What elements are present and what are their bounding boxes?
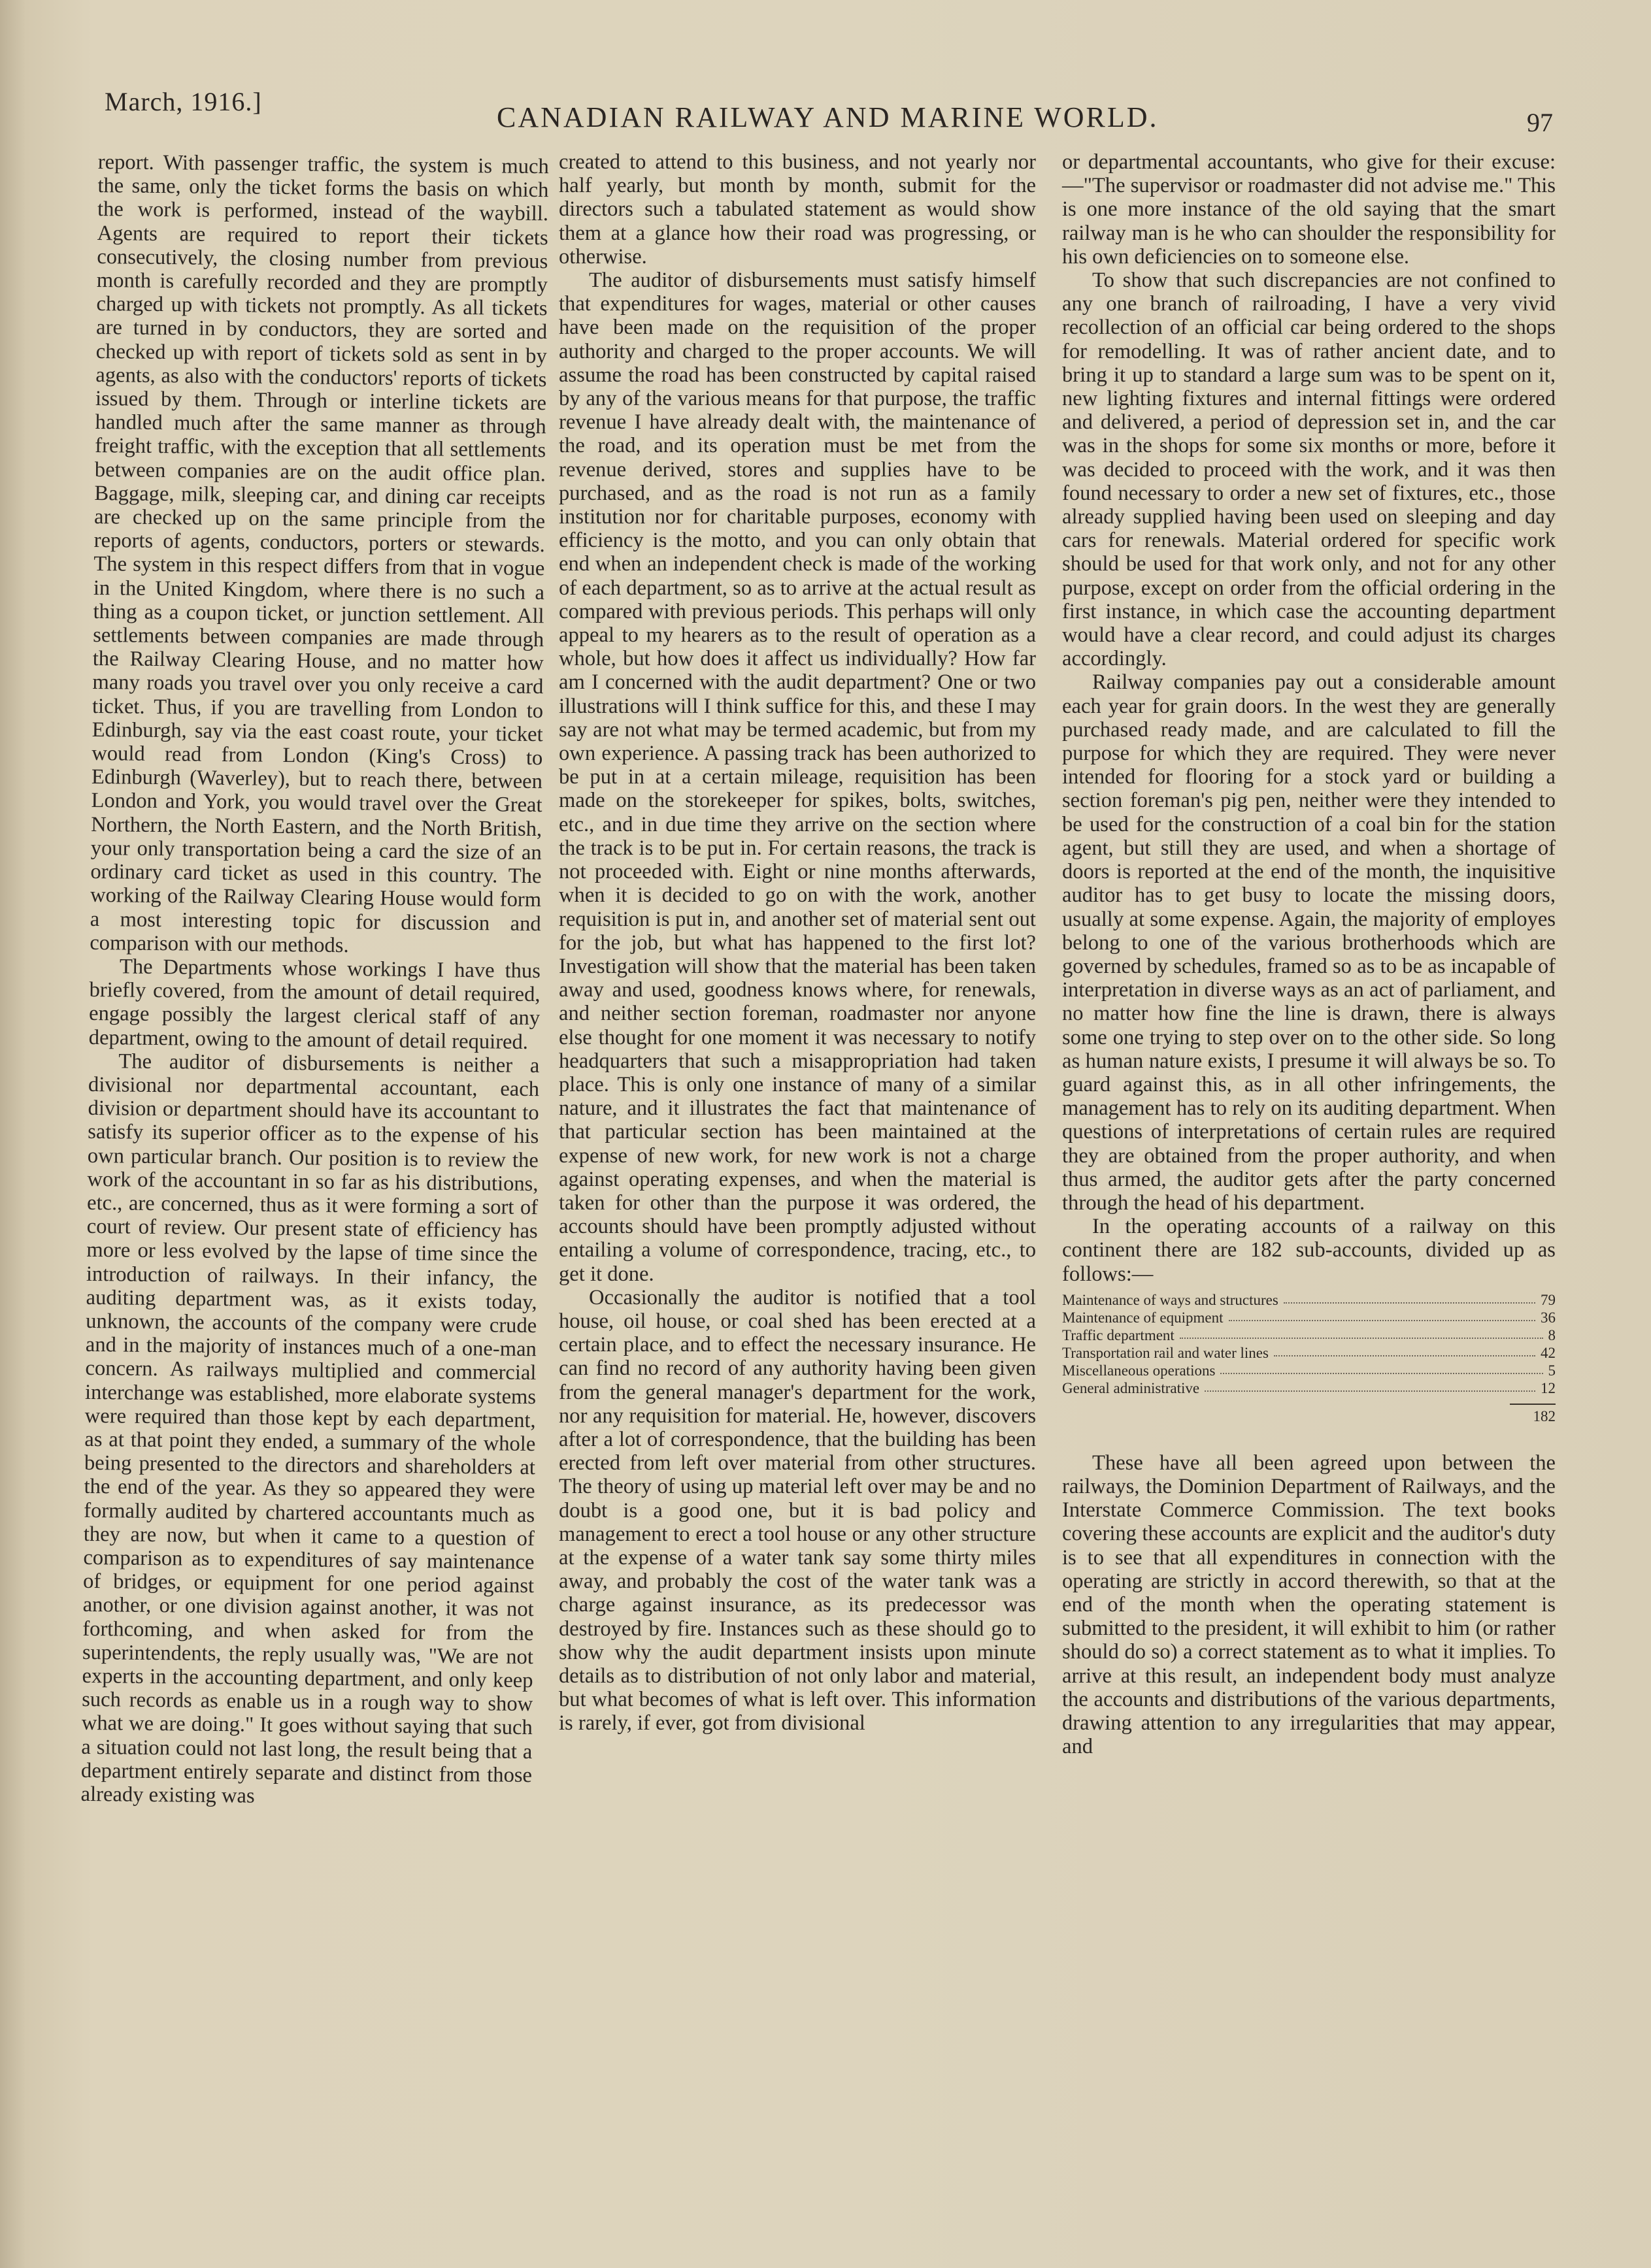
text-column-3	[1062, 150, 1556, 1758]
paragraph: or departmental accountants, who give for their excuse:—"The supervisor or roadmaster did not advise me." This is one more instance of the old saying that the smart railway man is he who can shoulder the responsibility for his own deficiencies on to someone else.	[1062, 150, 1556, 269]
accounts-table	[1062, 1291, 1556, 1425]
table-label: Transportation rail and water lines	[1062, 1344, 1269, 1361]
paragraph: In the operating accounts of a railway on this continent there are 182 sub-accounts, divided up as follows:—	[1062, 1215, 1556, 1286]
table-label: Traffic department	[1062, 1326, 1175, 1343]
text-column-1	[80, 150, 548, 1811]
table-value: 8	[1548, 1326, 1556, 1343]
table-value: 5	[1548, 1362, 1556, 1379]
table-value: 36	[1541, 1309, 1556, 1326]
table-row	[1062, 1344, 1556, 1362]
table-value: 79	[1541, 1291, 1556, 1308]
paragraph: created to attend to this business, and not yearly nor half yearly, but month by month, submit for the directors such a tabulated statement as would show them at a glance how their road was progressing, or otherwise.	[559, 150, 1036, 269]
text-column-2	[559, 150, 1036, 1735]
table-total: 182	[1533, 1407, 1556, 1424]
table-row	[1062, 1362, 1556, 1379]
page-number: 97	[1527, 108, 1553, 137]
paragraph: The auditor of disbursements must satisfy himself that expenditures for wages, material or other causes have been made on the requisition of the proper authority and charged to the proper accounts. We will assume the road has been constructed by capital raised by any of the various means for that purpose, the traffic revenue I have already dealt with, the maintenance of the road, and its operation must be met from the revenue derived, stores and supplies have to be purchased, and as the road is not run as a family institution nor for charitable purposes, economy with efficiency is the motto, and you can only obtain that end when an independent check is made of the working of each department, so as to arrive at the actual result as compared with previous periods. This perhaps will only appeal to my hearers as to the result of operation as a whole, but how does it affect us individually? How far am I concerned with the audit department? One or two illustrations will I think suffice for this, and these I may say are not what may be termed academic, but from my own experience. A passing track has been authorized to be put in at a certain mileage, requisition has been made on the storekeeper for spikes, bolts, switches, etc., and in due time they arrive on the section where the track is to be put in. For certain reasons, the track is not proceeded with. Eight or nine months afterwards, when it is decided to go on with the work, another requisition is put in, and another set of material sent out for the job, but what has happened to the first lot? Investigation will show that the material has been taken away and used, goodness knows where, for renewals, and neither section foreman, roadmaster nor anyone else thought for one moment it was necessary to notify headquarters that such a misappropriation had taken place. This is only one instance of many of a similar nature, and it illustrates the fact that maintenance of that particular section has been maintained at the expense of new work, for new work is not a charge against operating expenses, and when the material is taken for other than the purpose it was ordered, the accounts should have been promptly adjusted without entailing a volume of correspondence, tracing, etc., to get it done.	[559, 269, 1036, 1286]
table-label: Maintenance of equipment	[1062, 1309, 1224, 1326]
table-row	[1062, 1309, 1556, 1326]
table-value: 42	[1541, 1344, 1556, 1361]
total-rule	[1510, 1404, 1556, 1405]
table-row	[1062, 1291, 1556, 1309]
table-label: General administrative	[1062, 1379, 1200, 1396]
journal-title: CANADIAN RAILWAY AND MARINE WORLD.	[497, 101, 1159, 133]
paragraph: To show that such discrepancies are not confined to any one branch of railroading, I have a very vivid recollection of an official car being ordered to the shops for remodelling. It was of rather ancient date, and to bring it up to standard a large sum was to be spent on it, new lighting fixtures and internal fittings were ordered and delivered, a period of depression set in, and the car was in the shops for some six months or more, before it was decided to proceed with the work, and it was then found necessary to order a new set of fixtures, etc., those already supplied having been used on sleeping and day cars for renewals. Material ordered for specific work should be used for that work only, and not for any other purpose, except on order from the official ordering in the first instance, in which case the accounting department would have a clear record, and could adjust its charges accordingly.	[1062, 269, 1556, 671]
table-label: Miscellaneous operations	[1062, 1362, 1216, 1379]
paragraph: The Departments whose workings I have thus briefly covered, from the amount of detail required, engage possibly the largest clerical staff of any department, owing to the amount of detail required.	[88, 955, 541, 1054]
paragraph: The auditor of disbursements is neither a divisional nor departmental accountant, each division or department should have its accountant to satisfy its superior officer as to the expense of his own particular branch. Our position is to review the work of the accountant in so far as his distributions, etc., are concerned, thus as it were forming a sort of court of review. Our present state of efficiency has more or less evolved by the lapse of time since the introduction of railways. In their infancy, the auditing department was, as it exists today, unknown, the accounts of the company were crude and in the majority of instances much of a one-man concern. As railways multiplied and commercial interchange was established, more elaborate systems were required than those kept by each department, as at that point they ended, a summary of the whole being presented to the directors and shareholders at the end of the year. As they so appeared they were formally audited by chartered accountants much as they are now, but when it came to a question of comparison as to expenditures of say maintenance of bridges, or equipment for one period against another, or one division against another, it was not forthcoming, and when asked for from the superintendents, the reply usually was, "We are not experts in the accounting department, and only keep such records as enable us in a rough way to show what we are doing." It goes without saying that such a situation could not last long, the result being that a department entirely separate and distinct from those already existing was	[80, 1049, 540, 1808]
table-label: Maintenance of ways and structures	[1062, 1291, 1278, 1308]
paragraph: Occasionally the auditor is notified that a tool house, oil house, or coal shed has been erected at a certain place, and to effect the necessary insurance. He can find no record of any authority having been given from the general manager's department for the work, nor any requisition for material. He, however, discovers after a lot of correspondence, that the building has been erected from left over material from other structures. The theory of using up material left over may be and no doubt is a good one, but it is bad policy and management to erect a tool house or any other structure at the expense of a water tank say some thirty miles away, and probably the cost of the water tank was a charge against insurance, as its predecessor was destroyed by fire. Instances such as these should go to show why the audit department insists upon minute details as to distribution of not only labor and material, but what becomes of what is left over. This information is rarely, if ever, got from divisional	[559, 1285, 1036, 1735]
table-row	[1062, 1379, 1556, 1397]
paragraph: Railway companies pay out a considerable amount each year for grain doors. In the west they are generally purchased ready made, and are calculated to fill the purpose for which they are required. They were never intended for flooring for a stock yard or building a section foreman's pig pen, neither were they intended to be used for the construction of a coal bin for the station agent, but still they are used, and when a shortage of doors is reported at the end of the month, the inquisitive auditor has to get busy to locate the missing doors, usually at some expense. Again, the majority of employes belong to one of the various brotherhoods which are governed by schedules, framed so as to be as incapable of interpretation in diverse ways as an act of parliament, and no matter how fine the line is drawn, there is always some one trying to step over on to the other side. So long as human nature exists, I presume it will always be so. To guard against this, as in all other infringements, the management has to rely on its auditing department. When questions of interpretations of certain rules are required they are obtained from the proper authority, and when thus armed, the auditor gets after the party concerned through the head of his department.	[1062, 670, 1556, 1215]
issue-date: March, 1916.]	[105, 87, 262, 116]
page-header	[105, 80, 1553, 139]
paragraph: report. With passenger traffic, the system is much the same, only the ticket forms the basis on which the work is performed, instead of the waybill. Agents are required to report their tickets consecutively, the closing number from previous month is carefully recorded and they are promptly charged up with tickets not promptly. As all tickets are turned in by conductors, they are sorted and checked up with report of tickets sold as sent in by agents, as also with the conductors' reports of tickets issued by them. Through or interline tickets are handled much after the same manner as through freight traffic, with the exception that all settlements between companies are on the audit office plan. Baggage, milk, sleeping car, and dining car receipts are checked up on the same principle from the reports of agents, conductors, porters or stewards. The system in this respect differs from that in vogue in the United Kingdom, where there is no such a thing as a coupon ticket, or junction settlement. All settlements between companies are made through the Railway Clearing House, and no matter how many roads you travel over you only receive a card ticket. Thus, if you are travelling from London to Edinburgh, say via the east coast route, your ticket would read from London (King's Cross) to Edinburgh (Waverley), but to reach there, between London and York, you would travel over the Great Northern, the North Eastern, and the North British, your only transportation being a card the size of an ordinary card ticket as used in this country. The working of the Railway Clearing House would form a most interesting topic for discussion and comparison with our methods.	[90, 150, 549, 957]
paragraph: These have all been agreed upon between the railways, the Dominion Department of Railways, and the Interstate Commerce Commission. The text books covering these accounts are explicit and the auditor's duty is to see that all expenditures in connection with the operating are strictly in accord therewith, so that at the end of the month when the operating statement is submitted to the president, it will exhibit to him (or rather should do so) a correct statement as to what it implies. To arrive at this result, an independent body must analyze the accounts and distributions of the various departments, drawing attention to any irregularities that may appear, and	[1062, 1451, 1556, 1759]
table-value: 12	[1541, 1379, 1556, 1396]
table-row	[1062, 1326, 1556, 1344]
